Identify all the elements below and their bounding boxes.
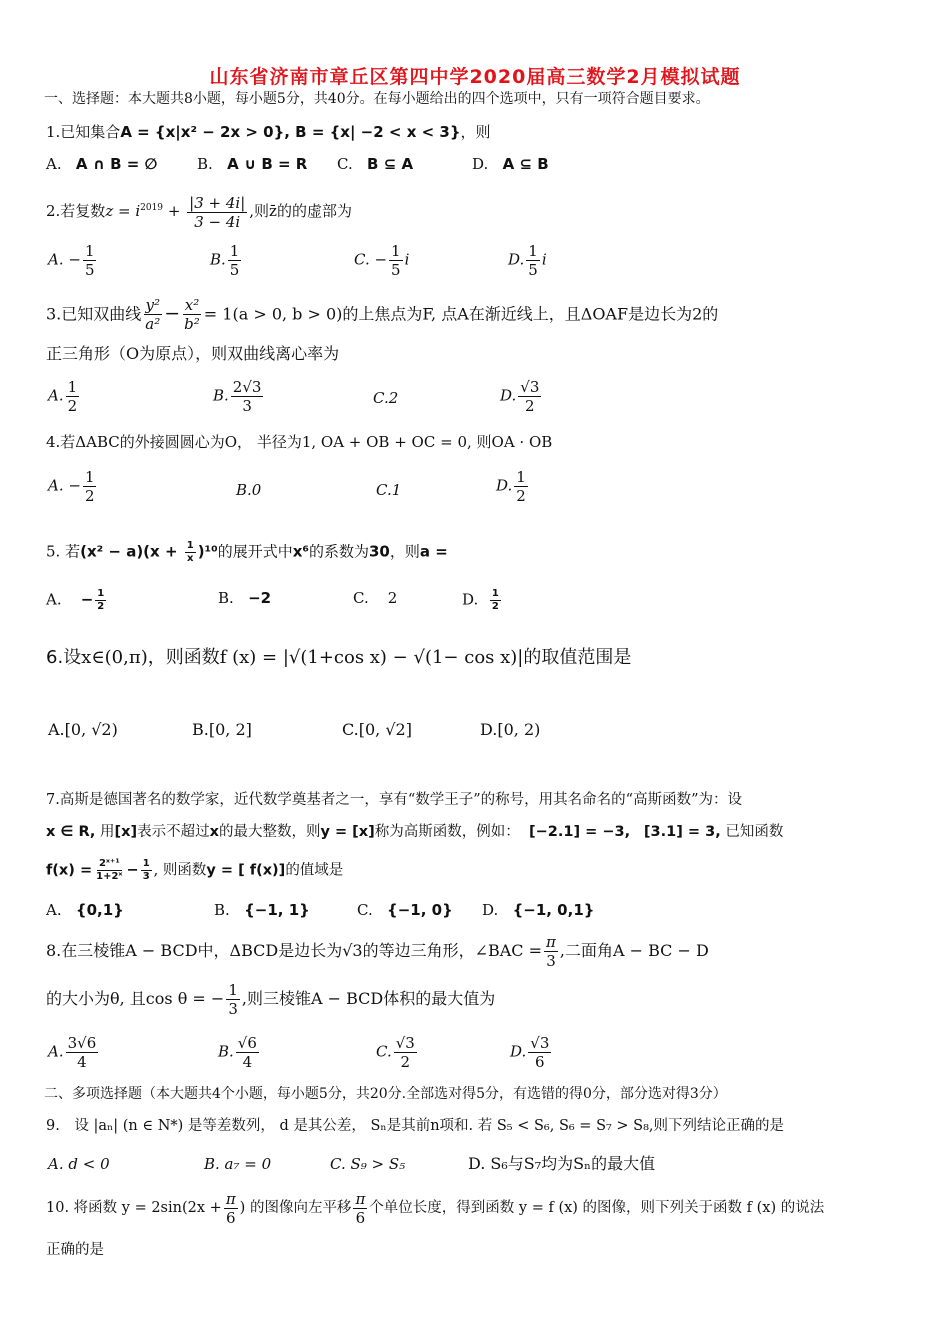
q9-option-a: A. d < 0 bbox=[48, 1155, 110, 1173]
q9-option-c: C. S₉ > S₅ bbox=[330, 1155, 406, 1173]
q8-option-c: C. $\frac{√3}{2}$ bbox=[376, 1034, 415, 1071]
question-3: 3.已知双曲线 $\frac{\text{y²}}{\text{a²}}$ − $\frac{\text{x²}}{\text{b²}}$ = 1(a > 0, b > 0)的上焦点为F, 点A在渐近线上，且ΔOAF是边长为2的 bbox=[46, 296, 719, 333]
question-5: 5. 若(x² − a)(x + $\frac{1}{x}$ )¹⁰的展开式中x⁶的系数为30，则a = bbox=[46, 540, 448, 564]
exam-title: 山东省济南市章丘区第四中学2020届高三数学2月模拟试题 bbox=[209, 66, 741, 88]
question-6: 6.设x∈(0,π)，则函数f (x) = |√(1+cos x) − √(1− cos x)|的取值范围是 bbox=[46, 647, 632, 668]
q3-option-a: A. $\frac{1}{2}$ bbox=[48, 378, 78, 415]
q3-option-c: C.2 bbox=[373, 389, 399, 407]
q5-option-c: C. 2 bbox=[353, 589, 398, 607]
q1-option-c: C. B ⊆ A bbox=[337, 155, 414, 173]
q3-line2: 正三角形（O为原点），则双曲线离心率为 bbox=[46, 344, 340, 363]
question-7-line1: 7.高斯是德国著名的数学家，近代数学奠基者之一，享有“数学王子”的称号，用其名命名的“高斯函数”为：设 bbox=[46, 792, 742, 808]
question-10-line1: 10. 将函数 y = 2sin(2x + $\frac{\pi}{6}$ ) 的图像向左平移 $\frac{\pi}{6}$ 个单位长度，得到函数 y = f (x) 的图像，则下列关于函数 f (x) 的说法 bbox=[46, 1189, 825, 1227]
section-2-heading: 二、多项选择题（本大题共4个小题，每小题5分，共20分.全部选对得5分，有选错的得0分，部分选对得3分） bbox=[44, 1086, 727, 1102]
q2-option-a: A. − $\frac{1}{5}$ bbox=[48, 242, 95, 279]
q4-option-d: D. $\frac{1}{2}$ bbox=[496, 468, 526, 505]
question-7-line2: x ∈ R, 用[x]表示不超过x的最大整数，则y = [x]称为高斯函数，例如： [−2.1] = −3, [3.1] = 3, 已知函数 bbox=[46, 824, 784, 840]
q5-option-a: A. − $\frac{1}{2}$ bbox=[46, 588, 105, 612]
q4-option-c: C.1 bbox=[376, 481, 402, 499]
q6-option-d: D.[0, 2) bbox=[480, 720, 541, 739]
q6-option-a: A.[0, √2) bbox=[48, 720, 118, 739]
q4-option-a: A. − $\frac{1}{2}$ bbox=[48, 468, 95, 505]
q2-option-d: D. $\frac{1}{5}$ i bbox=[508, 242, 547, 279]
q9-option-d: D. S₆与S₇均为Sₙ的最大值 bbox=[468, 1154, 656, 1173]
q1-option-d: D. A ⊆ B bbox=[472, 155, 549, 173]
q9-option-b: B. a₇ = 0 bbox=[204, 1155, 272, 1173]
q3-option-b: B. $\frac{2√3}{3}$ bbox=[213, 378, 262, 415]
q7-option-b: B. {−1, 1} bbox=[214, 901, 310, 919]
question-4: 4.若ΔABC的外接圆圆心为O， 半径为1, OA + OB + OC = 0, 则OA · OB bbox=[46, 433, 553, 451]
q3-option-d: D. $\frac{√3}{2}$ bbox=[500, 378, 540, 415]
q1-stem: 1.已知集合 bbox=[46, 123, 121, 141]
section-1-heading: 一、选择题：本大题共8小题，每小题5分，共40分。在每小题给出的四个选项中，只有一项符合题目要求。 bbox=[44, 91, 710, 107]
q8-option-a: A. $\frac{3√6}{4}$ bbox=[48, 1034, 97, 1071]
q5-option-d: D. $\frac{1}{2}$ bbox=[462, 588, 499, 612]
question-2: 2.若复数$z = i^{2019}$ + $\frac{|3 + 4i|}{3 - 4i}$ ,则z̄的的虚部为 bbox=[46, 193, 352, 231]
q2-option-b: B. $\frac{1}{5}$ bbox=[210, 242, 240, 279]
q5-option-b: B. −2 bbox=[218, 589, 272, 607]
q7-option-d: D. {−1, 0,1} bbox=[482, 901, 595, 919]
q8-option-b: B. $\frac{√6}{4}$ bbox=[218, 1034, 257, 1071]
question-1 bbox=[46, 122, 491, 142]
q2-option-c: C. − $\frac{1}{5}$ i bbox=[354, 242, 410, 279]
question-8-line2: 的大小为θ, 且cos θ = − $\frac{1}{3}$ ,则三棱锥A − BCD体积的最大值为 bbox=[46, 981, 496, 1018]
question-8-line1: 8.在三棱锥A − BCD中，ΔBCD是边长为√3的等边三角形，∠BAC = $\frac{\pi}{3}$ ,二面角A − BC − D bbox=[46, 933, 709, 970]
q7-option-a: A. {0,1} bbox=[46, 901, 124, 919]
q6-option-c: C.[0, √2] bbox=[342, 720, 412, 739]
question-10-line2: 正确的是 bbox=[46, 1242, 104, 1258]
q1-tail: ，则 bbox=[460, 123, 491, 141]
q1-option-b: B. A ∪ B = R bbox=[197, 155, 308, 173]
q2-fraction: $\frac{|3 + 4i|}{3 - 4i}$ bbox=[189, 193, 246, 231]
q4-option-b: B.0 bbox=[236, 481, 262, 499]
question-9: 9. 设 |aₙ| (n ∈ N*) 是等差数列， d 是其公差， Sₙ是其前n项和. 若 S₅ < S₆, S₆ = S₇ > S₈,则下列结论正确的是 bbox=[46, 1118, 785, 1134]
q1-option-a: A. A ∩ B = ∅ bbox=[46, 155, 158, 173]
q6-option-b: B.[0, 2] bbox=[192, 720, 252, 739]
question-7-line3: f(x) = $\frac{\text{2ˣ⁺¹}}{\text{1+2ˣ}}$ − $\frac{1}{3}$ , 则函数y = [ f(x)]的值域是 bbox=[46, 858, 344, 882]
q8-option-d: D. $\frac{√3}{6}$ bbox=[510, 1034, 550, 1071]
q7-option-c: C. {−1, 0} bbox=[357, 901, 453, 919]
q1-math: A = {x|x² − 2x > 0}, B = {x| −2 < x < 3} bbox=[120, 123, 461, 141]
